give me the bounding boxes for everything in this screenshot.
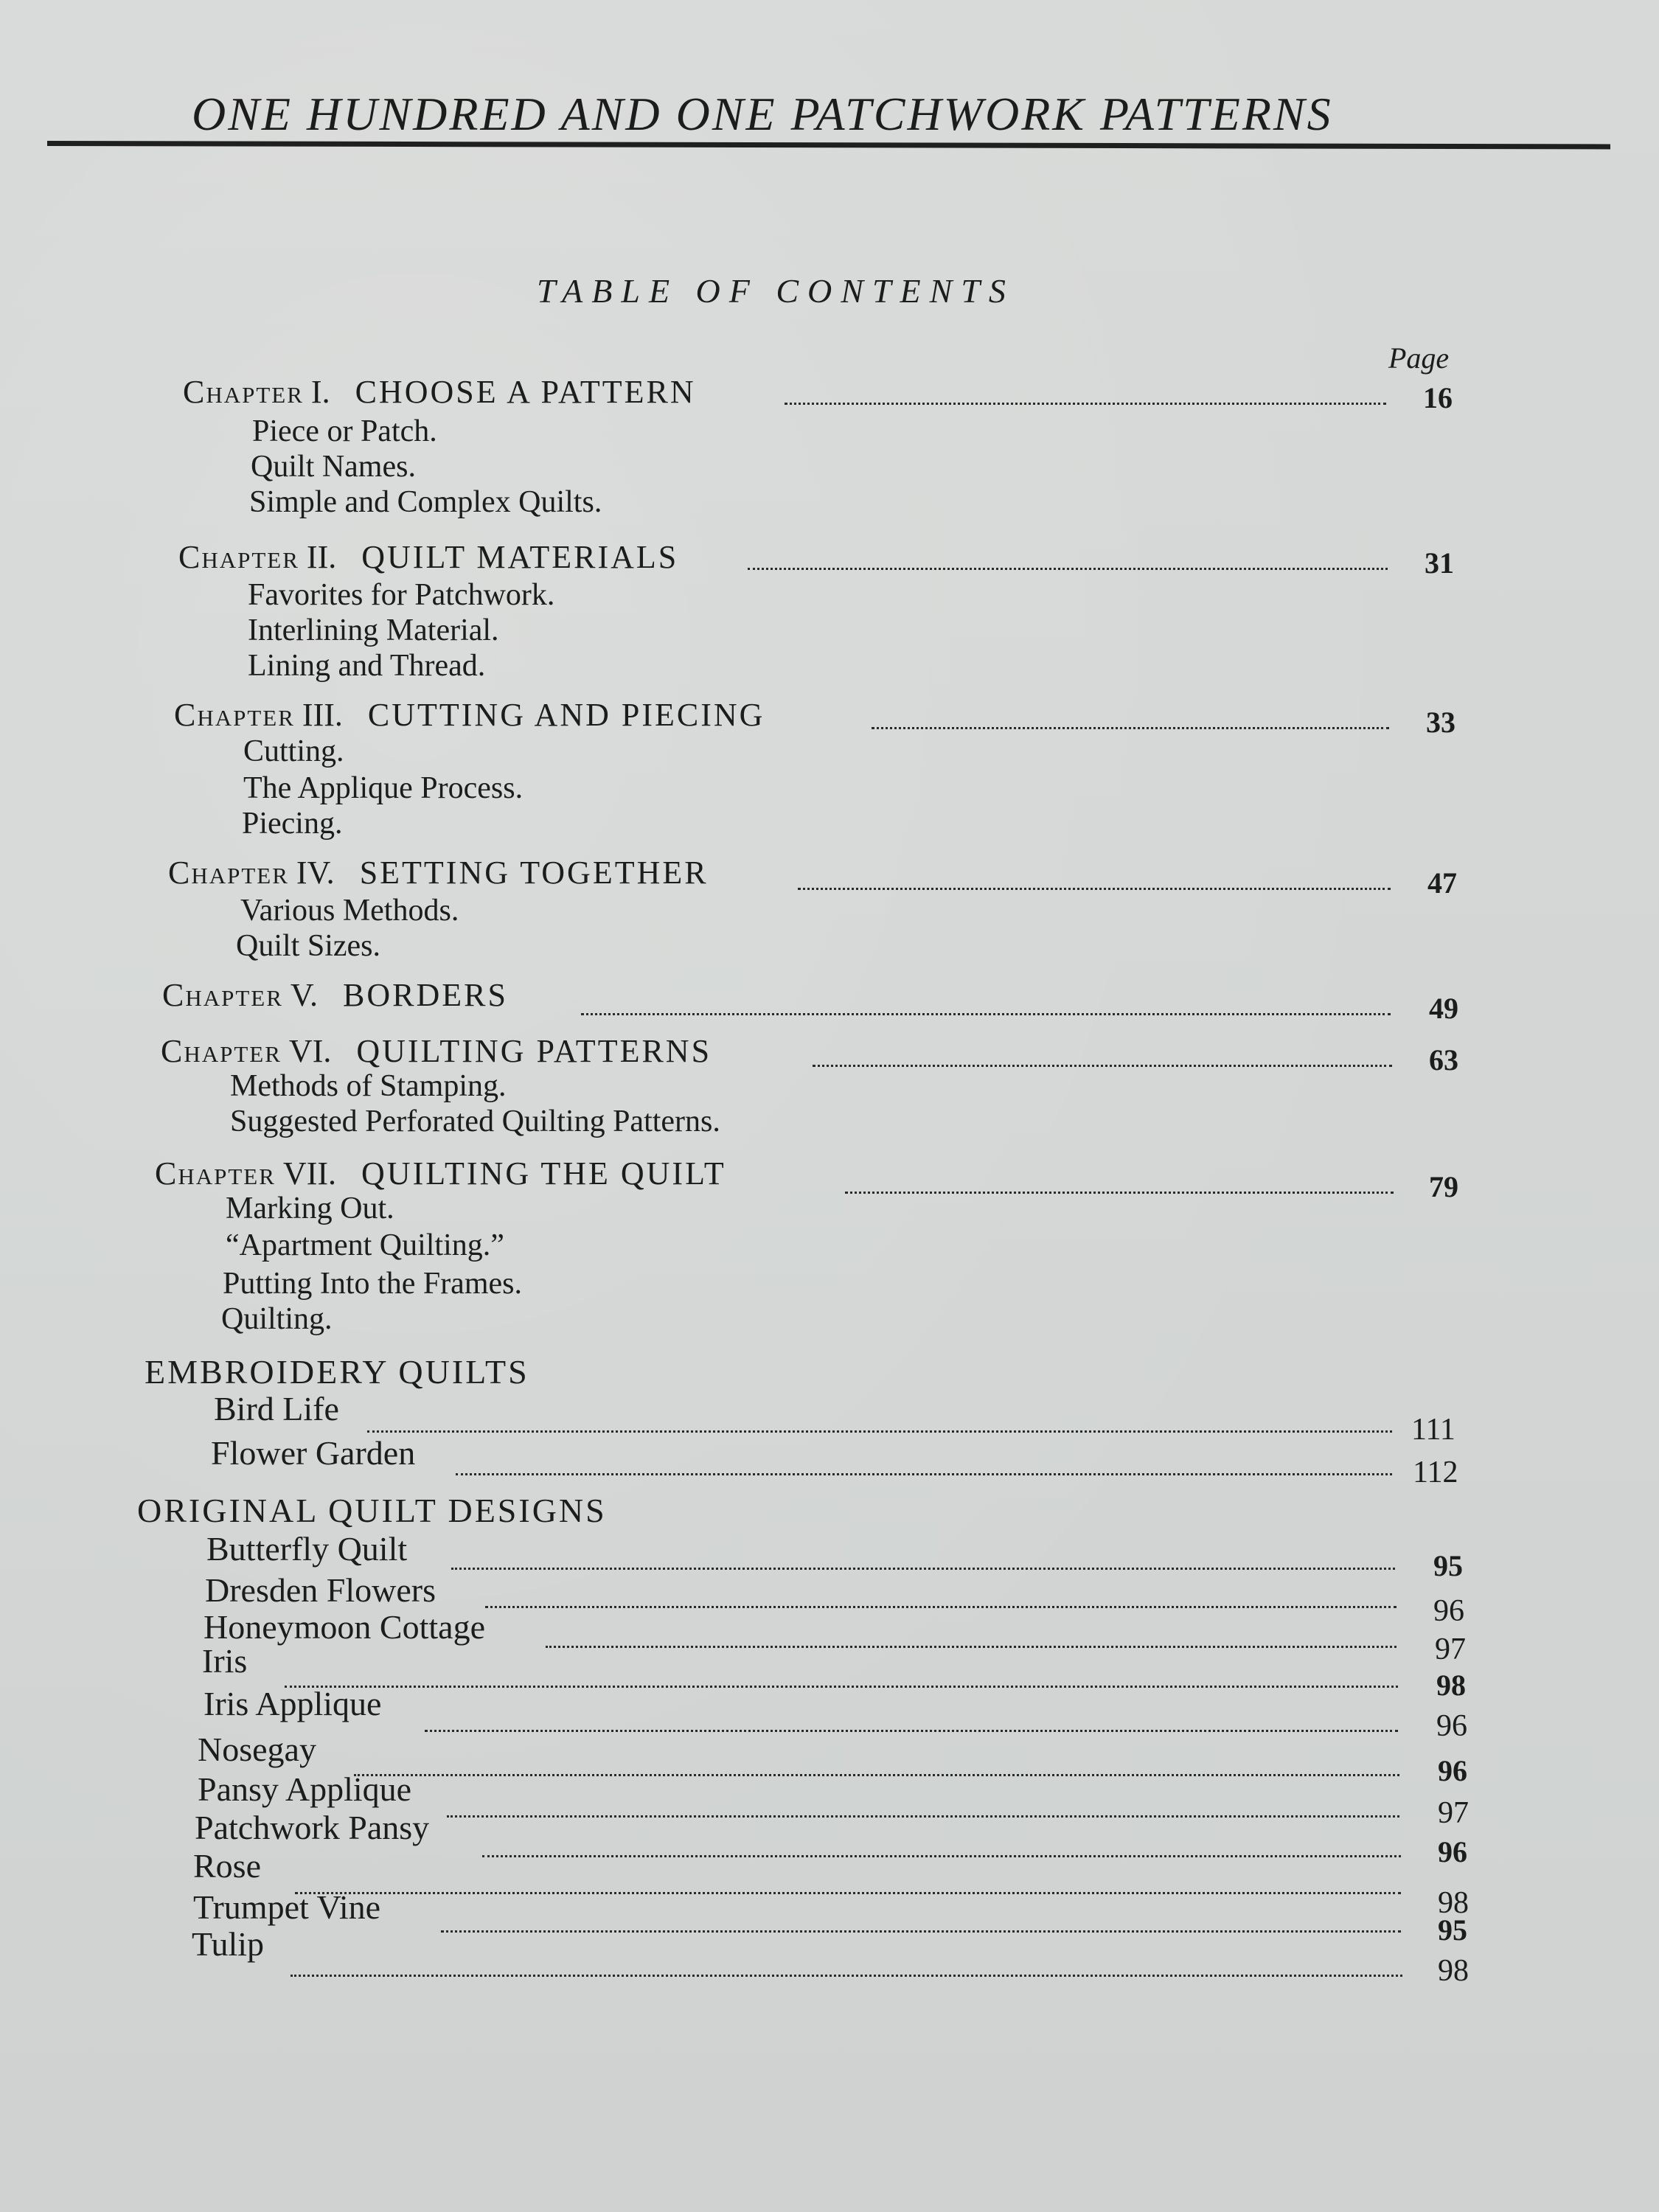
dot-leader: [546, 1646, 1397, 1648]
dot-leader: [425, 1730, 1398, 1732]
chapter-number: II.: [306, 539, 337, 575]
dot-leader: [798, 888, 1391, 890]
dot-leader: [285, 1686, 1398, 1688]
toc-item: Patchwork Pansy: [195, 1809, 430, 1846]
chapter-entry: [162, 979, 508, 1012]
page-number: 95: [1438, 1913, 1467, 1947]
chapter-word: Chapter: [168, 855, 289, 891]
chapter-subtopic: Piecing.: [242, 807, 343, 841]
page-number: 63: [1429, 1043, 1458, 1077]
header-rule: [47, 141, 1610, 149]
chapter-word: Chapter: [178, 539, 299, 575]
chapter-subtopic: Marking Out.: [226, 1192, 394, 1225]
toc-item: Pansy Applique: [198, 1770, 412, 1808]
toc-item: Dresden Flowers: [205, 1571, 436, 1609]
chapter-subtopic: “Apartment Quilting.”: [226, 1228, 504, 1262]
chapter-number: VI.: [288, 1033, 332, 1069]
page-number: 111: [1411, 1413, 1455, 1447]
toc-item: Honeymoon Cottage: [204, 1608, 485, 1646]
dot-leader: [447, 1815, 1399, 1818]
chapter-entry: [183, 376, 696, 408]
chapter-subtopic: Simple and Complex Quilts.: [249, 485, 602, 519]
dot-leader: [291, 1975, 1402, 1977]
dot-leader: [845, 1192, 1394, 1194]
page-number: 33: [1426, 706, 1455, 739]
chapter-entry: [168, 857, 709, 889]
toc-item: Bird Life: [214, 1390, 339, 1427]
running-title: ONE HUNDRED AND ONE PATCHWORK PATTERNS: [192, 88, 1333, 140]
page-number: 97: [1435, 1632, 1466, 1666]
dot-leader: [872, 727, 1389, 729]
chapter-entry: [161, 1035, 712, 1068]
toc-item: Iris: [202, 1642, 248, 1680]
page-number: 96: [1438, 1754, 1467, 1787]
chapter-subtopic: Methods of Stamping.: [230, 1069, 507, 1103]
dot-leader: [785, 403, 1386, 405]
dot-leader: [485, 1606, 1397, 1608]
chapter-number: VII.: [282, 1155, 337, 1192]
chapter-subtopic: Favorites for Patchwork.: [248, 578, 555, 612]
chapter-entry: [178, 541, 678, 574]
page-number: 98: [1438, 1954, 1469, 1988]
section-heading-embroidery: EMBROIDERY QUILTS: [145, 1353, 529, 1391]
chapter-subtopic: Suggested Perforated Quilting Patterns.: [230, 1105, 720, 1138]
page-column-label: Page: [1388, 341, 1450, 375]
toc-item: Tulip: [192, 1925, 265, 1963]
chapter-title: CUTTING AND PIECING: [367, 697, 765, 733]
chapter-word: Chapter: [161, 1033, 282, 1069]
chapter-subtopic: The Applique Process.: [243, 771, 524, 805]
chapter-title: QUILTING THE QUILT: [361, 1155, 726, 1192]
page-number: 16: [1423, 381, 1453, 414]
chapter-subtopic: Cutting.: [243, 734, 344, 768]
page-number: 96: [1438, 1835, 1467, 1868]
page-number: 95: [1433, 1549, 1463, 1582]
chapter-subtopic: Putting Into the Frames.: [223, 1267, 522, 1301]
chapter-number: III.: [302, 697, 343, 733]
toc-item: Iris Applique: [204, 1685, 382, 1722]
page-number: 98: [1436, 1669, 1466, 1702]
page-number: 31: [1425, 546, 1454, 580]
chapter-entry: [155, 1155, 726, 1192]
chapter-subtopic: Quilting.: [221, 1302, 333, 1336]
chapter-subtopic: Quilt Names.: [251, 450, 416, 484]
toc-item: Trumpet Vine: [193, 1888, 381, 1926]
chapter-entry: [174, 699, 765, 731]
chapter-number: V.: [290, 977, 319, 1013]
dot-leader: [367, 1430, 1392, 1433]
chapter-word: Chapter: [174, 697, 295, 733]
dot-leader: [456, 1473, 1392, 1475]
chapter-number: IV.: [296, 855, 335, 891]
chapter-word: Chapter: [155, 1155, 276, 1192]
chapter-subtopic: Piece or Patch.: [252, 414, 437, 448]
page-number: 79: [1429, 1170, 1458, 1203]
chapter-title: QUILTING PATTERNS: [356, 1033, 712, 1069]
dot-leader: [354, 1774, 1399, 1776]
chapter-number: I.: [310, 374, 330, 410]
page-number: 49: [1429, 992, 1458, 1025]
toc-item: Flower Garden: [211, 1434, 416, 1472]
dot-leader: [441, 1930, 1401, 1933]
chapter-subtopic: Interlining Material.: [248, 613, 499, 647]
chapter-subtopic: Quilt Sizes.: [236, 929, 380, 963]
toc-item: Rose: [193, 1847, 261, 1885]
chapter-subtopic: Various Methods.: [240, 894, 459, 928]
section-heading-original: ORIGINAL QUILT DESIGNS: [137, 1492, 607, 1529]
toc-item: Nosegay: [198, 1731, 316, 1768]
dot-leader: [813, 1065, 1392, 1067]
page-number: 96: [1433, 1594, 1464, 1628]
dot-leader: [581, 1013, 1391, 1015]
page-number: 96: [1436, 1709, 1467, 1743]
chapter-subtopic: Lining and Thread.: [248, 649, 486, 683]
chapter-title: QUILT MATERIALS: [361, 539, 679, 575]
dot-leader: [451, 1568, 1395, 1570]
dot-leader: [748, 568, 1388, 570]
page-number: 47: [1427, 866, 1457, 900]
chapter-title: CHOOSE A PATTERN: [355, 374, 696, 410]
page-number: 112: [1413, 1455, 1458, 1489]
chapter-title: SETTING TOGETHER: [359, 855, 709, 891]
page-number: 98: [1438, 1886, 1469, 1920]
toc-item: Butterfly Quilt: [206, 1530, 408, 1568]
chapter-title: BORDERS: [343, 977, 508, 1013]
toc-title: TABLE OF CONTENTS: [537, 272, 1015, 310]
dot-leader: [295, 1892, 1401, 1894]
chapter-word: Chapter: [183, 374, 304, 410]
chapter-word: Chapter: [162, 977, 283, 1013]
page-number: 97: [1438, 1796, 1469, 1830]
dot-leader: [482, 1855, 1401, 1857]
